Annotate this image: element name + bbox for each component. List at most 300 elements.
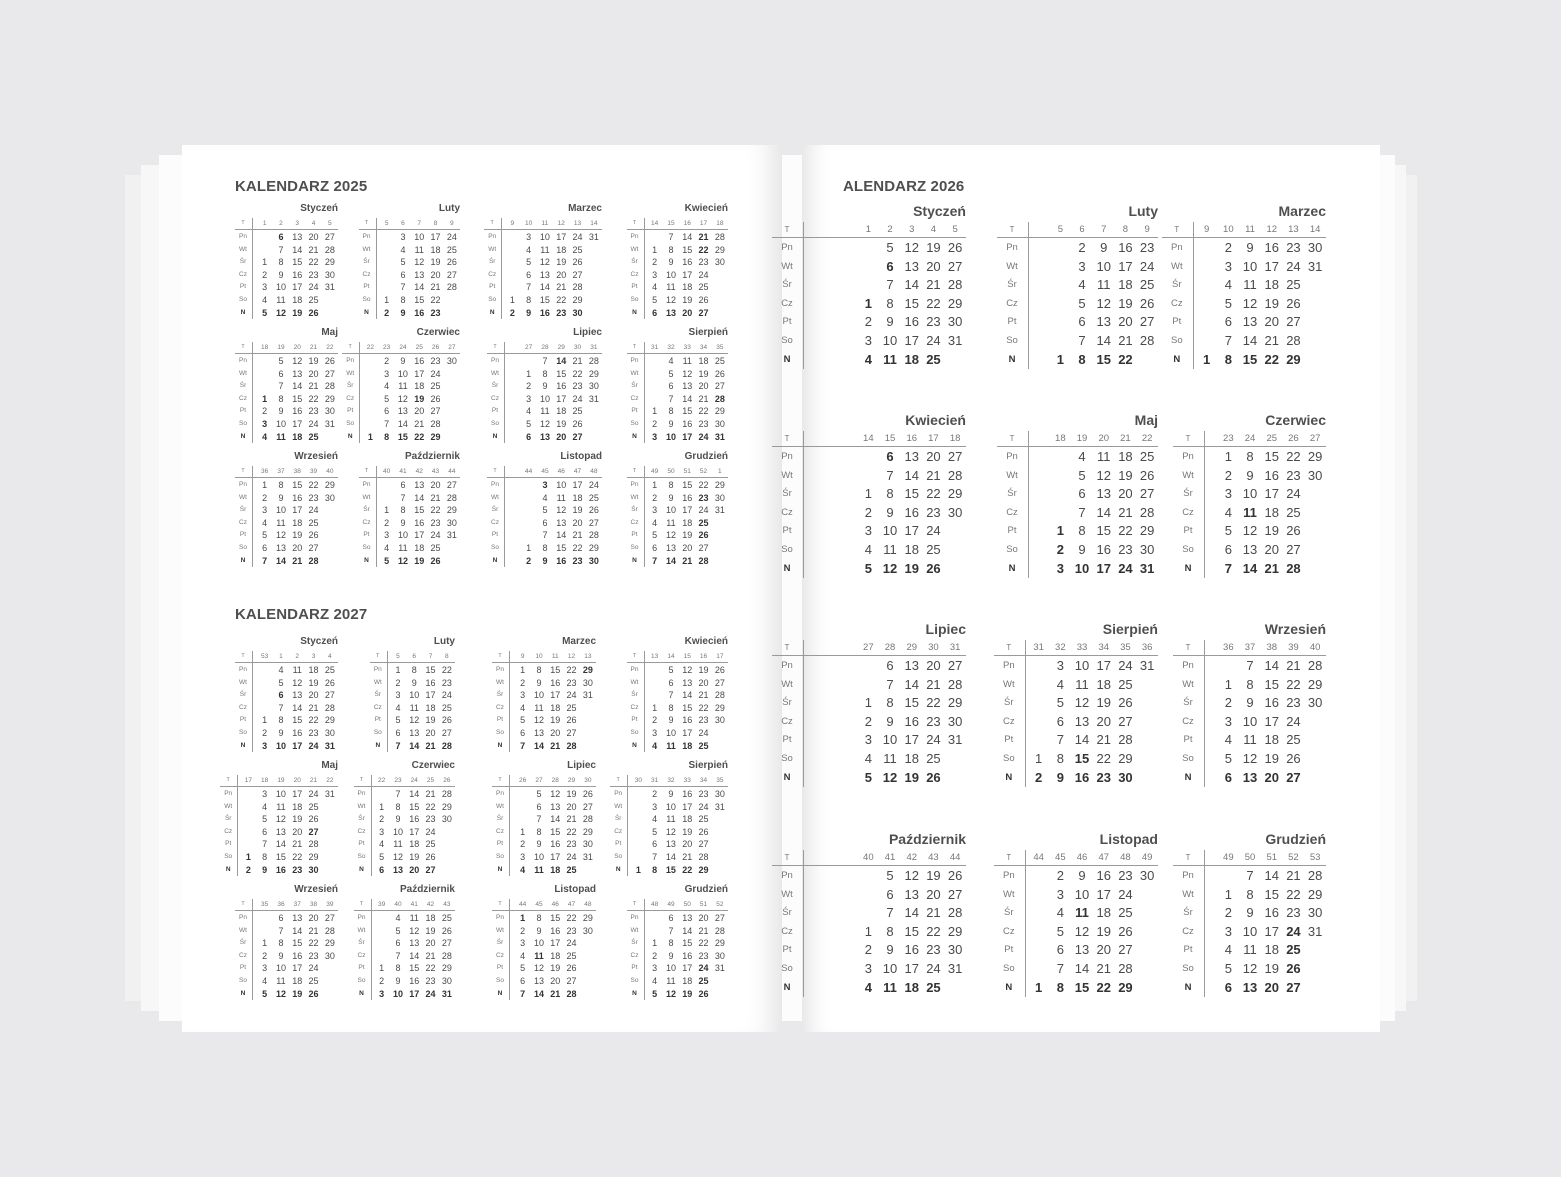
week-number: 5 <box>328 220 332 227</box>
weekday-row <box>235 307 338 320</box>
day-number: 12 <box>392 852 403 862</box>
day-number: 27 <box>1118 942 1133 958</box>
day-number: 8 <box>668 244 674 255</box>
day-number: 13 <box>682 677 693 688</box>
weekday-label: Cz <box>239 951 247 959</box>
day-number: 21 <box>926 676 941 692</box>
weekday-label: Wt <box>488 245 497 253</box>
day-number: 28 <box>441 950 452 961</box>
week-number: 37 <box>277 468 285 475</box>
day-number: 15 <box>292 938 303 949</box>
week-number: 13 <box>1288 224 1299 235</box>
weekday-row <box>772 485 966 504</box>
day-number: 14 <box>556 356 567 366</box>
day-number: 5 <box>262 530 268 541</box>
day-number: 31 <box>582 690 593 701</box>
weekday-row <box>354 975 456 988</box>
weekday-row <box>627 418 729 431</box>
day-number: 28 <box>572 282 583 293</box>
day-number: 19 <box>550 963 561 974</box>
day-number: 1 <box>384 505 390 516</box>
day-number: 10 <box>533 690 544 701</box>
day-number: 24 <box>308 505 319 516</box>
weekday-row <box>627 962 729 975</box>
month-calendar <box>342 327 460 446</box>
day-number: 3 <box>1224 258 1232 274</box>
day-number: 19 <box>904 769 919 785</box>
weekday-label: Pt <box>358 840 365 848</box>
day-number: 18 <box>1096 676 1111 692</box>
week-number: 48 <box>651 901 659 908</box>
day-number: 20 <box>308 690 319 701</box>
day-number: 1 <box>379 963 385 974</box>
day-number: 12 <box>665 988 676 999</box>
day-number: 24 <box>425 826 436 837</box>
weekday-row <box>487 405 602 418</box>
week-row-label: T <box>1185 643 1191 652</box>
day-number: 27 <box>1286 769 1301 785</box>
day-number: 5 <box>384 393 390 404</box>
weekday-label: Pt <box>374 716 381 724</box>
day-number: 13 <box>550 801 561 812</box>
day-number: 6 <box>1056 942 1064 958</box>
day-number: 15 <box>292 393 303 404</box>
weekday-label: Pt <box>631 407 638 415</box>
week-number-row <box>772 850 966 866</box>
day-number: 30 <box>1307 467 1323 483</box>
week-number: 39 <box>378 901 386 908</box>
weekday-row <box>772 351 966 370</box>
weekday-label: Pt <box>631 716 638 724</box>
day-number: 4 <box>652 282 658 293</box>
day-number: 23 <box>1139 240 1155 255</box>
day-number: 15 <box>409 963 420 974</box>
day-number: 14 <box>409 789 420 799</box>
weekday-label: N <box>632 432 637 440</box>
day-number: 9 <box>886 942 894 958</box>
day-number: 2 <box>520 839 526 850</box>
weekday-label: Pt <box>631 531 638 539</box>
day-number: 10 <box>533 938 544 949</box>
day-number: 29 <box>324 393 335 404</box>
day-number: 19 <box>1264 961 1279 976</box>
day-number: 28 <box>698 555 709 566</box>
weekday-row <box>359 504 461 517</box>
week-row-label: T <box>632 344 637 350</box>
day-number: 11 <box>409 702 419 713</box>
day-number: 30 <box>441 976 452 986</box>
week-number: 35 <box>1120 642 1131 653</box>
day-number: 13 <box>397 406 408 417</box>
day-number: 18 <box>292 295 303 305</box>
day-number: 7 <box>536 814 542 825</box>
day-number: 16 <box>550 677 561 688</box>
day-number: 3 <box>262 963 268 974</box>
day-number: 30 <box>714 789 725 799</box>
week-row-label: T <box>498 777 502 783</box>
day-number: 17 <box>430 232 441 242</box>
weekday-label: Wt <box>357 802 366 810</box>
day-number: 23 <box>1286 905 1301 921</box>
day-number: 13 <box>665 839 676 850</box>
week-number: 49 <box>667 901 675 908</box>
weekday-row <box>997 541 1158 560</box>
weekday-label: Wt <box>491 369 499 377</box>
day-number: 30 <box>714 715 725 726</box>
week-number-row <box>359 218 461 230</box>
day-number: 25 <box>572 406 583 417</box>
weekday-row <box>492 677 596 690</box>
day-number: 2 <box>864 942 872 958</box>
weekday-row <box>235 542 338 555</box>
day-number: 18 <box>292 431 303 442</box>
day-number: 20 <box>550 728 561 738</box>
month-name: Kwiecień <box>684 636 728 647</box>
day-number: 15 <box>682 480 693 490</box>
day-number: 20 <box>1096 713 1111 729</box>
weekday-label: Pn <box>496 914 504 921</box>
weekday-row <box>354 801 456 814</box>
day-number: 16 <box>425 677 436 688</box>
weekday-label: Śr <box>782 697 792 709</box>
day-number: 1 <box>262 715 268 726</box>
day-number: 30 <box>1307 240 1323 255</box>
weekday-row <box>492 950 596 963</box>
day-number: 14 <box>1096 333 1111 348</box>
week-number: 11 <box>1245 224 1255 235</box>
day-number: 10 <box>392 826 403 837</box>
week-row-label: T <box>364 220 369 226</box>
day-number: 25 <box>430 543 441 553</box>
day-number: 3 <box>384 368 390 379</box>
weekday-label: Wt <box>1002 888 1015 900</box>
week-number: 17 <box>244 777 252 784</box>
day-number: 16 <box>682 492 693 503</box>
day-number: 29 <box>324 257 335 268</box>
day-number: 7 <box>1056 732 1064 748</box>
day-number: 2 <box>1224 905 1232 921</box>
day-number: 31 <box>324 282 335 293</box>
week-number: 5 <box>396 653 400 660</box>
week-number: 21 <box>309 344 318 351</box>
day-number: 7 <box>1078 333 1086 348</box>
week-row-label: T <box>784 853 790 862</box>
day-number: 10 <box>397 530 408 541</box>
week-number: 26 <box>519 777 527 784</box>
day-number: 28 <box>588 530 599 541</box>
day-number: 25 <box>1118 905 1133 921</box>
weekday-label: Pt <box>782 734 792 746</box>
day-number: 1 <box>1056 523 1064 539</box>
day-number: 8 <box>652 864 658 875</box>
day-number: 9 <box>278 728 284 738</box>
weekday-label: Wt <box>781 888 793 900</box>
week-number: 27 <box>525 344 533 351</box>
day-number: 17 <box>1096 658 1111 673</box>
day-number: 8 <box>542 368 548 379</box>
day-number: 9 <box>668 419 674 429</box>
day-number: 27 <box>1286 314 1301 330</box>
weekday-row <box>354 826 456 839</box>
day-number: 29 <box>588 368 599 379</box>
day-number: 1 <box>652 244 658 255</box>
day-number: 4 <box>262 976 268 986</box>
day-number: 13 <box>1242 979 1258 995</box>
day-number: 16 <box>292 950 303 961</box>
weekday-row <box>235 492 338 505</box>
day-number: 29 <box>324 938 335 949</box>
day-number: 7 <box>1246 868 1254 883</box>
weekday-label: So <box>357 853 366 860</box>
day-number: 1 <box>520 913 526 923</box>
day-number: 18 <box>1264 942 1279 958</box>
day-number: 20 <box>682 839 693 850</box>
day-number: 13 <box>292 232 303 242</box>
weekday-row <box>370 727 455 740</box>
week-number: 18 <box>716 220 724 227</box>
weekday-row <box>354 851 456 864</box>
day-number: 4 <box>1224 732 1232 748</box>
weekday-label: So <box>357 977 366 984</box>
day-number: 10 <box>539 232 550 242</box>
day-number: 17 <box>682 963 693 974</box>
day-number: 8 <box>668 406 674 417</box>
weekday-label: Cz <box>224 827 233 835</box>
weekday-row <box>772 694 966 713</box>
day-number: 11 <box>883 542 897 557</box>
day-number: 17 <box>292 963 303 974</box>
day-number: 22 <box>926 923 941 939</box>
weekday-row <box>772 979 966 998</box>
day-number: 2 <box>379 814 385 825</box>
weekday-label: N <box>783 562 791 574</box>
day-number: 28 <box>324 925 335 936</box>
weekday-row <box>235 925 338 938</box>
week-number: 9 <box>510 220 515 227</box>
calendar-title-2025: KALENDARZ 2025 <box>235 178 368 195</box>
day-number: 17 <box>550 690 561 701</box>
weekday-row <box>627 542 729 555</box>
day-number: 20 <box>1264 979 1279 995</box>
week-number: 48 <box>584 901 592 908</box>
day-number: 20 <box>308 913 319 923</box>
week-row-label: T <box>1185 434 1191 443</box>
day-number: 4 <box>668 356 674 366</box>
weekday-label: Wt <box>362 245 371 253</box>
day-number: 22 <box>566 913 577 923</box>
day-number: 20 <box>1264 769 1279 785</box>
week-number: 20 <box>293 777 301 784</box>
day-number: 9 <box>536 925 542 936</box>
day-number: 20 <box>1118 314 1133 330</box>
weekday-row <box>220 864 338 877</box>
day-number: 17 <box>1264 258 1279 274</box>
day-number: 7 <box>668 925 674 936</box>
right-page <box>781 145 1380 1032</box>
day-number: 10 <box>275 963 286 974</box>
day-number: 10 <box>414 232 425 242</box>
day-number: 28 <box>698 852 709 862</box>
weekday-label: Pn <box>357 790 366 797</box>
day-number: 2 <box>652 257 658 268</box>
day-number: 22 <box>698 480 709 490</box>
month-name: Wrzesień <box>294 884 338 895</box>
weekday-label: Wt <box>239 493 247 501</box>
weekday-label: N <box>615 865 621 873</box>
day-number: 1 <box>520 665 526 675</box>
weekday-row <box>994 941 1158 960</box>
week-number: 36 <box>1141 642 1153 653</box>
day-number: 20 <box>926 886 941 902</box>
month-calendar <box>487 451 602 570</box>
weekday-label: Pt <box>1172 316 1182 328</box>
day-number: 8 <box>536 826 542 837</box>
day-number: 4 <box>395 702 401 713</box>
weekday-label: Pt <box>491 407 499 415</box>
day-number: 16 <box>414 517 425 528</box>
day-number: 2 <box>652 789 658 799</box>
day-number: 19 <box>698 368 709 379</box>
weekday-label: N <box>240 556 246 564</box>
day-number: 9 <box>411 677 417 688</box>
day-number: 12 <box>882 769 898 785</box>
day-number: 12 <box>665 295 676 305</box>
weekday-row <box>627 431 729 444</box>
week-number: 39 <box>1288 642 1299 653</box>
month-name: Maj <box>321 760 338 771</box>
day-number: 14 <box>414 282 425 293</box>
day-number: 5 <box>864 769 872 785</box>
day-number: 6 <box>278 690 284 701</box>
week-number: 23 <box>383 344 391 351</box>
day-number: 2 <box>1224 467 1232 483</box>
day-number: 14 <box>904 467 919 483</box>
weekday-label: Wt <box>630 926 639 934</box>
weekday-label: Wt <box>239 678 247 686</box>
day-number: 3 <box>652 269 658 280</box>
day-number: 20 <box>556 431 567 442</box>
week-number: 3 <box>311 653 316 660</box>
day-number: 25 <box>1286 732 1301 748</box>
day-number: 24 <box>430 368 441 379</box>
day-number: 29 <box>441 801 452 812</box>
weekday-label: Cz <box>239 394 247 402</box>
day-number: 11 <box>1243 942 1257 958</box>
day-number: 5 <box>1224 961 1232 976</box>
week-row-label: T <box>1185 853 1191 862</box>
weekday-label: Śr <box>782 279 792 291</box>
day-number: 6 <box>400 480 406 490</box>
weekday-label: Pt <box>631 283 638 291</box>
week-number: 34 <box>699 344 708 351</box>
day-number: 1 <box>652 406 658 417</box>
day-number: 13 <box>409 938 420 949</box>
day-number: 8 <box>395 963 401 974</box>
weekday-label: Pn <box>239 666 247 673</box>
week-number: 33 <box>1076 642 1088 653</box>
day-number: 24 <box>308 740 319 751</box>
day-number: 25 <box>430 381 441 392</box>
week-number: 16 <box>906 433 918 444</box>
day-number: 12 <box>409 925 420 936</box>
weekday-label: Pn <box>781 242 793 253</box>
day-number: 9 <box>668 257 674 268</box>
weekday-row <box>772 313 966 332</box>
day-number: 15 <box>904 695 919 711</box>
day-number: 8 <box>542 543 548 553</box>
day-number: 19 <box>409 852 420 862</box>
day-number: 22 <box>1286 676 1301 692</box>
weekday-row <box>359 269 461 282</box>
day-number: 14 <box>665 852 676 862</box>
day-number: 26 <box>1286 523 1301 539</box>
day-number: 8 <box>886 923 894 939</box>
day-number: 13 <box>292 368 303 379</box>
weekday-row <box>487 431 602 444</box>
weekday-row <box>235 975 338 988</box>
week-number: 11 <box>551 653 559 660</box>
weekday-row <box>354 950 456 963</box>
day-number: 11 <box>1075 676 1089 692</box>
day-number: 6 <box>400 269 406 280</box>
day-number: 13 <box>1074 942 1090 958</box>
weekday-label: Cz <box>781 925 793 937</box>
month-name: Grudzień <box>684 451 728 462</box>
weekday-label: Cz <box>1006 506 1018 518</box>
weekday-label: So <box>239 977 247 984</box>
day-number: 12 <box>533 715 544 726</box>
day-number: 14 <box>397 419 408 429</box>
day-number: 19 <box>698 665 709 675</box>
week-number: 11 <box>541 220 549 227</box>
day-number: 3 <box>262 740 268 751</box>
day-number: 25 <box>1286 504 1301 520</box>
weekday-label: So <box>239 420 247 427</box>
day-number: 7 <box>520 988 526 999</box>
day-number: 17 <box>409 988 420 999</box>
day-number: 22 <box>566 665 577 675</box>
weekday-label: Cz <box>1182 925 1194 937</box>
day-number: 26 <box>714 368 725 379</box>
weekday-row <box>627 281 729 294</box>
week-number: 12 <box>1266 224 1278 235</box>
day-number: 11 <box>682 356 692 366</box>
weekday-label: Pn <box>346 357 355 364</box>
day-number: 22 <box>441 665 452 675</box>
weekday-row <box>235 529 338 542</box>
day-number: 15 <box>1074 751 1090 766</box>
weekday-label: Śr <box>631 258 638 266</box>
day-number: 3 <box>1056 658 1064 673</box>
week-number: 12 <box>557 220 565 227</box>
weekday-row <box>627 727 729 740</box>
day-number: 23 <box>308 492 319 503</box>
day-number: 1 <box>367 431 373 442</box>
day-number: 17 <box>292 282 303 293</box>
day-number: 11 <box>292 665 302 675</box>
day-number: 24 <box>441 690 452 701</box>
day-number: 4 <box>864 751 872 766</box>
day-number: 22 <box>430 505 441 516</box>
weekday-label: Pn <box>781 870 793 881</box>
weekday-label: Śr <box>363 258 370 266</box>
day-number: 27 <box>714 381 725 392</box>
weekday-label: Wt <box>1182 678 1194 690</box>
weekday-label: N <box>347 432 353 440</box>
day-number: 5 <box>1078 295 1086 311</box>
day-number: 20 <box>414 406 425 417</box>
day-number: 23 <box>441 677 452 688</box>
